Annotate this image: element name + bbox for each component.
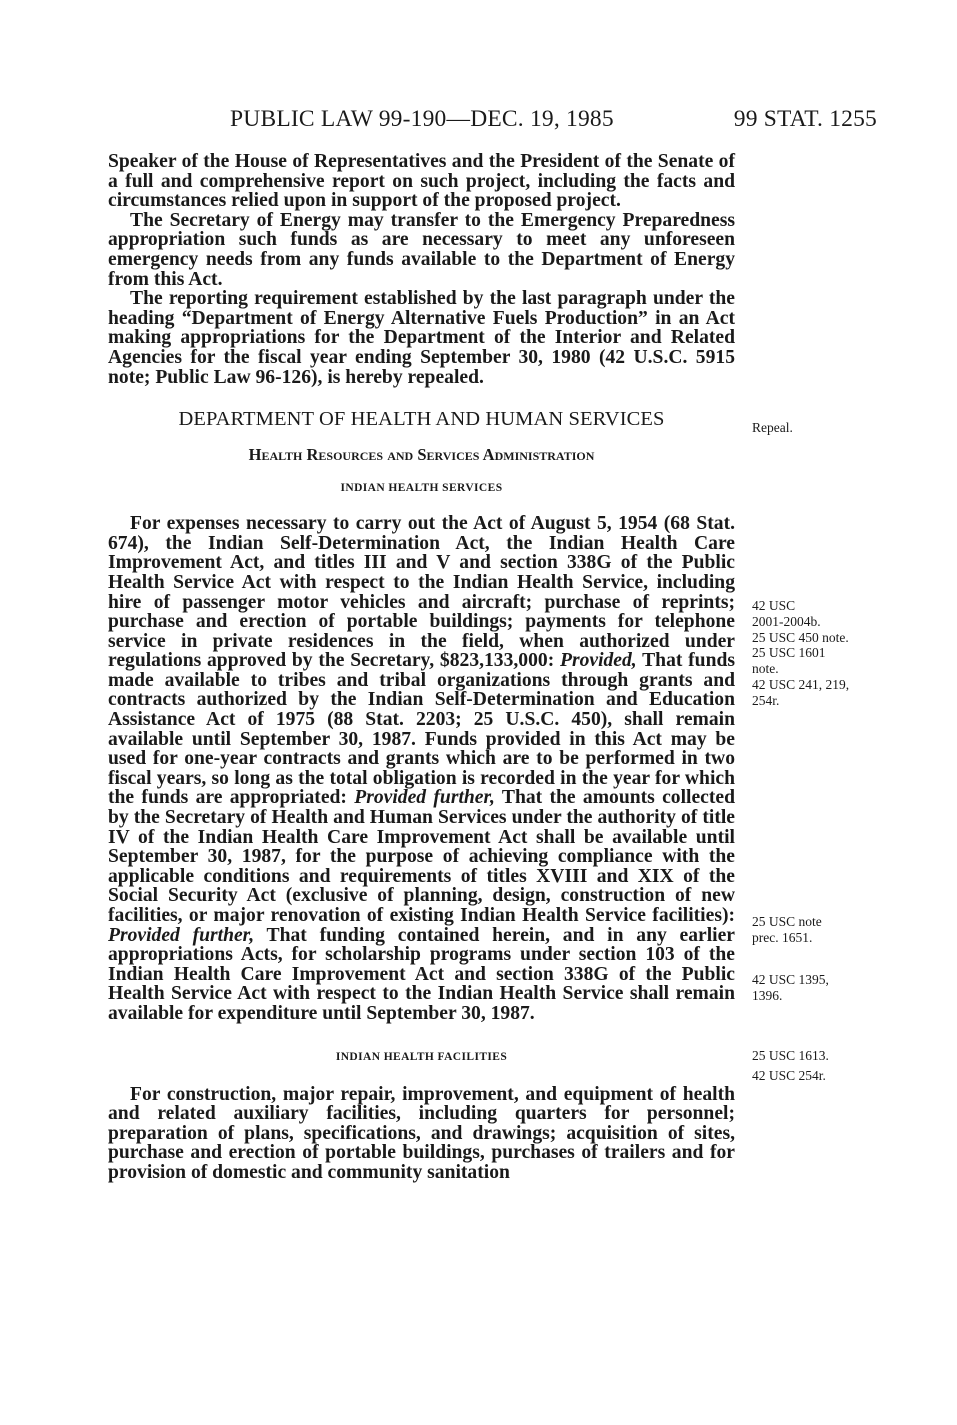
margin-note-citation: 42 USC 1395, 1396. — [752, 972, 829, 1003]
paragraph-continuation: Speaker of the House of Representatives and the President of the Senate of a full and comprehensive report on such project, including the facts and circumstances relied upon in support of the proposed project. — [108, 151, 735, 212]
margin-note-citation: 25 USC 1613. — [752, 1048, 829, 1063]
page-header — [0, 106, 957, 136]
margin-note-citation: 25 USC 1601 note. — [752, 645, 826, 676]
ihs-body-segment-b: That funds made available to tribes and tribal organizations through grants and contracts authorized by the Indian Self-Determination and Education Assistance Act of 1975 (88 Stat. 2203; 25 U.S.C. 450), shall remain available until September 30, 1987. Funds provided in this Act may be used for one-year contracts and grants which are to be performed in two fiscal years, so long as the total obligation is recorded in the year for which the funds are appropriated: — [108, 650, 736, 809]
running-title: PUBLIC LAW 99-190—DEC. 19, 1985 — [230, 106, 614, 132]
margin-note-citation: 25 USC note prec. 1651. — [752, 914, 822, 945]
statute-reference: 99 STAT. 1255 — [733, 106, 877, 132]
indian-health-services-body — [108, 514, 735, 1023]
ihs-body-segment-a: For expenses necessary to carry out the Act of August 5, 1954 (68 Stat. 674), the Indian Self-Determination Act, the Indian Health Care Improvement Act, and titles III and V and section 338G of the Public Health Service Act with respect to the Indian Health Service, including hire of passenger motor vehicles and aircraft; purchase of reprints; purchase and erection of portable buildings; payments for telephone service in private residences in the field, when authorized under regulations approved by the Secretary, $823,133,000: — [108, 513, 735, 672]
ihs-body-segment-d: That funding contained herein, and in any earlier appropriations Acts, for scholarship programs under section 103 of the Indian Health Care Improvement Act and section 338G of the Public Health Service Act with respect to the Indian Health Service shall remain available for expenditure until September 30, 1987. — [108, 924, 735, 1024]
margin-note-citation: 42 USC 254r. — [752, 1068, 826, 1083]
margin-note-repeal: Repeal. — [752, 420, 793, 435]
proviso-label: Provided further, — [354, 787, 495, 809]
indian-health-services-heading: INDIAN HEALTH SERVICES — [340, 482, 503, 495]
margin-note-citation: 25 USC 450 note. — [752, 630, 849, 645]
margin-note-citation: 42 USC 2001-2004b. — [752, 598, 821, 629]
ihs-body-segment-c: That the amounts collected by the Secretary of Health and Human Services under the authority of title IV of the Indian Health Care Improvement Act shall be available until September 30, 1987, for the purpose of achieving compliance with the applicable conditions and requirements of titles XVIII and XIX of the Social Security Act (exclusive of planning, design, construction of new facilities, or major renovation of existing Indian Health Service facilities): — [108, 787, 735, 926]
department-heading: DEPARTMENT OF HEALTH AND HUMAN SERVICES — [178, 408, 665, 431]
proviso-label: Provided further, — [108, 924, 255, 946]
administration-heading: Health Resources and Services Administration — [248, 445, 595, 465]
proviso-label: Provided, — [559, 650, 637, 672]
main-text-column — [108, 152, 735, 1183]
paragraph-repeal: The reporting requirement established by the last paragraph under the heading “Department of Energy Alternative Fuels Production” in an Act making appropriations for the Department of the Interior and Related Agencies for the fiscal year ending September 30, 1980 (42 U.S.C. 5915 note; Public Law 96-126), is hereby repealed. — [108, 288, 735, 388]
indian-health-facilities-heading: INDIAN HEALTH FACILITIES — [335, 1050, 508, 1063]
indian-health-facilities-body: For construction, major repair, improvement, and equipment of health and related auxiliary facilities, including quarters for personnel; preparation of plans, specifications, and drawings; acquisition of sites, purchase and erection of portable buildings, purchases of trailers and for provision of domestic and community sanitation — [108, 1083, 735, 1183]
paragraph-transfer-authority: The Secretary of Energy may transfer to the Emergency Preparedness appropriation such funds as are necessary to meet any unforeseen emergency needs from any funds available to the Department of Energy from this Act. — [108, 209, 735, 290]
margin-note-citation: 42 USC 241, 219, 254r. — [752, 677, 850, 708]
